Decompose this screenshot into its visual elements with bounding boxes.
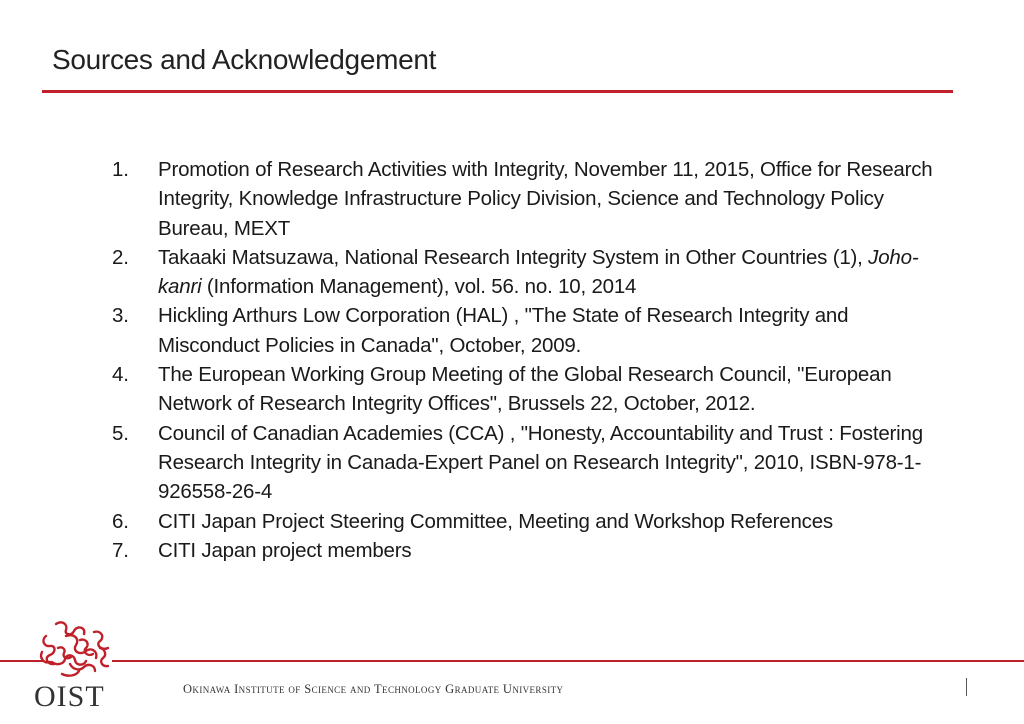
page-number-marker: [966, 678, 967, 696]
reference-text: Council of Canadian Academies (CCA) , "Honesty, Accountability and Trust : Fostering Research Integrity in Canada-Expert Panel on Research Integrity", 2010, ISBN-978-1-926558-26-4: [158, 421, 923, 504]
oist-emblem-icon: [36, 618, 122, 686]
reference-text: Hickling Arthurs Low Corporation (HAL) , "The State of Research Integrity and Misconduct Policies in Canada", October, 2009.: [158, 304, 849, 357]
page-title: Sources and Acknowledgement: [52, 44, 437, 75]
reference-number: 2.: [112, 245, 129, 269]
reference-text: CITI Japan project members: [158, 538, 412, 562]
reference-number: 6.: [112, 509, 129, 533]
reference-text-continued: (Information Management), vol. 56. no. 10, 2014: [201, 275, 637, 299]
reference-number: 3.: [112, 304, 129, 328]
title-divider: [42, 90, 953, 93]
reference-item: [112, 360, 942, 419]
reference-text: The European Working Group Meeting of the Global Research Council, "European Network of Research Integrity Offices", Brussels 22, October, 2012.: [158, 363, 892, 416]
footer-divider: [112, 660, 1024, 662]
reference-item: [112, 301, 942, 360]
reference-text: Promotion of Research Activities with Integrity, November 11, 2015, Office for Research Integrity, Knowledge Infrastructure Policy Division, Science and Technology Policy Bureau, MEXT: [158, 158, 933, 240]
reference-text: Takaaki Matsuzawa, National Research Integrity System in Other Countries (1),: [158, 245, 869, 269]
reference-number: 7.: [112, 538, 129, 562]
reference-text: CITI Japan Project Steering Committee, Meeting and Workshop References: [158, 509, 833, 533]
reference-number: 1.: [112, 158, 129, 181]
reference-item: [112, 507, 942, 536]
reference-list: [112, 155, 942, 565]
reference-item: [112, 243, 942, 302]
reference-item: [112, 155, 942, 243]
reference-journal-title: Joho-kanri: [158, 245, 919, 299]
reference-item: [112, 419, 942, 507]
reference-item: [112, 536, 942, 565]
oist-logo-text: OIST: [34, 680, 105, 713]
reference-number: 4.: [112, 363, 129, 387]
reference-number: 5.: [112, 421, 129, 445]
institution-name: Okinawa Institute of Science and Technology Graduate University: [183, 682, 564, 696]
